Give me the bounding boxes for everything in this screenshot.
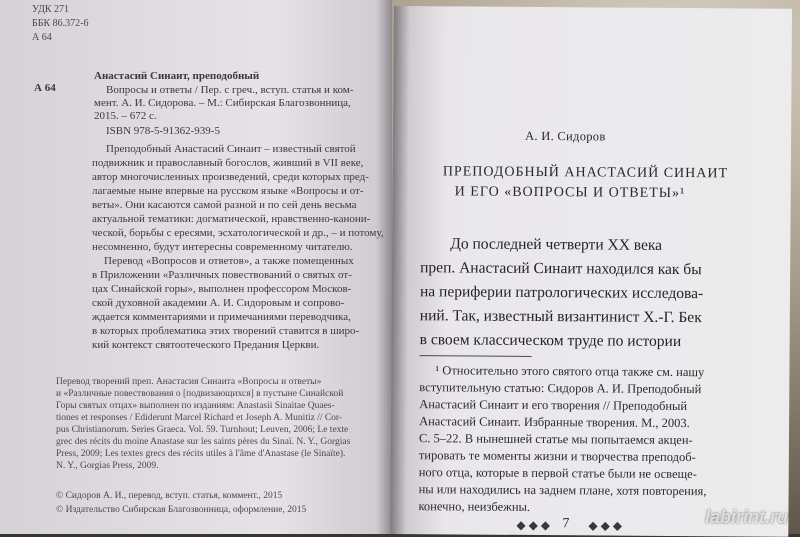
annotation-line: Преподобный Анастасий Синаит – известный святой (106, 143, 356, 155)
footnote-line: ного отца, которые в первой статье были не освеще- (418, 465, 697, 482)
translation-note-line: N. Y., Gorgias Press, 2009. (56, 461, 159, 471)
body-line: До последней четверти XX века (450, 235, 663, 254)
body-line: в своем классическом труде по истории (419, 331, 682, 351)
footnote-line: ны или находились на заднем плане, хотя повторения, (418, 482, 707, 499)
bbk-code: ББК 86.372-6 (32, 18, 89, 29)
catalog-line: 2015. – 672 с. (94, 110, 157, 122)
page-ornament-left: ◆ ◆ ◆ (516, 517, 551, 533)
footnote-line: конечно, неизбежны. (418, 499, 531, 514)
annotation-line: ческой, борьбы с ересями, эсхатологической и др., – и потому, (92, 227, 384, 239)
author-mark-code: А 64 (32, 32, 52, 43)
annotation-line: актуальной тематики: догматической, нравственно-канони- (92, 213, 371, 225)
watermark-logo: labirint.ru (704, 507, 788, 527)
footnote-line: С. 5–22. В нынешней статье мы попытаемся акцен- (418, 431, 693, 448)
copyright-line: © Издательство Сибирская Благозвонница, оформление, 2015 (56, 505, 307, 515)
footnote-rule (420, 355, 532, 357)
annotation-line: веты». Они касаются самой разной и по сей день весьма (92, 199, 357, 211)
left-page (0, 0, 392, 534)
chapter-title-line2: И ЕГО «ВОПРОСЫ И ОТВЕТЫ»¹ (454, 184, 686, 202)
annotation-line: автор многочисленных произведений, среди которых пред- (92, 171, 369, 183)
footnote-line: тировать те моменты жизни и творчества преподоб- (418, 448, 696, 465)
catalog-author: Анастасий Синаит, преподобный (94, 70, 260, 82)
udc-code: УДК 271 (32, 4, 70, 15)
body-line: на периферии патрологических исследова- (419, 283, 704, 303)
page-ornament-right: ◆ ◆ ◆ (588, 518, 623, 533)
annotation-line: Перевод «Вопросов и ответов», а также помещенных (104, 255, 354, 267)
body-line: ний. Так, известный византинист Х.-Г. Бек (419, 307, 702, 327)
chapter-author: А. И. Сидоров (525, 128, 606, 144)
footnote-line: Анастасий Синаит и его творения // Преподобный (419, 397, 688, 414)
catalog-line: Вопросы и ответы / Пер. с греч., вступ. статья и ком- (106, 84, 354, 96)
annotation-line: лагаемые ныне впервые на русском языке «Вопросы и от- (92, 185, 364, 197)
margin-author-mark: А 64 (34, 82, 56, 94)
annotation-line: подвижник и православный богослов, живший в VII веке, (92, 157, 364, 169)
footnote-line: вступительную статью: Сидоров А. И. Преподобный (419, 380, 702, 397)
translation-note-line: pus Christianorum. Series Graeca. Vol. 59. Turnhout; Leuven, 2006; Le texte (56, 425, 349, 435)
annotation-line: ской духовной академии А. И. Сидоровым и сопрово- (92, 297, 345, 309)
translation-note-line: tiones et responses / Ediderunt Marcel Richard et Joseph A. Munitiz // Cor- (56, 413, 343, 423)
isbn: ISBN 978-5-91362-939-5 (106, 125, 220, 137)
annotation-line: кий контекст святоотеческого Предания Церкви. (92, 339, 320, 351)
annotation-line: в которых проблематика этих творений ставится в широ- (92, 325, 360, 337)
annotation-line: несомненно, будут интересны современному читателю. (92, 241, 353, 253)
translation-note-line: Горы святых отцах» выполнен по изданиям: Anastasii Sinaitae Quaes- (56, 401, 335, 411)
right-page (390, 6, 792, 537)
translation-note-line: и «Различные повествования о [подвизающихся] в пустыне Синайской (56, 389, 344, 399)
annotation-line: в Приложении «Различных повествований о святых от- (92, 269, 352, 281)
annotation-line: цах Синайской горы», выполнен профессором Москов- (92, 283, 352, 295)
footnote-line: ¹ Относительно этого святого отца также см. нашу (435, 363, 705, 380)
catalog-line: мент. А. И. Сидорова. – М.: Сибирская Благозвонница, (94, 97, 351, 109)
chapter-title-line1: ПРЕПОДОБНЫЙ АНАСТАСИЙ СИНАИТ (442, 164, 729, 182)
annotation-line: ждается комментариями и примечаниями переводчика, (92, 311, 351, 323)
footnote-line: Анастасий Синаит. Избранные творения. М., 2003. (419, 414, 690, 431)
translation-note-line: Перевод творений преп. Анастасия Синаита «Вопросы и ответы» (56, 377, 322, 387)
translation-note-line: Press, 2009; Les textes grecs des récits utiles à l'âme d'Anastase (le Sinaïte). (56, 449, 346, 459)
copyright-line: © Сидоров А. И., перевод, вступ. статья, коммент., 2015 (56, 491, 283, 501)
body-line: преп. Анастасий Синаит находился как бы (420, 259, 702, 279)
page-number: 7 (562, 516, 570, 532)
translation-note-line: grec des récits du moine Anastase sur les saints pères du Sinaï. N. Y., Gorgias (56, 437, 351, 447)
